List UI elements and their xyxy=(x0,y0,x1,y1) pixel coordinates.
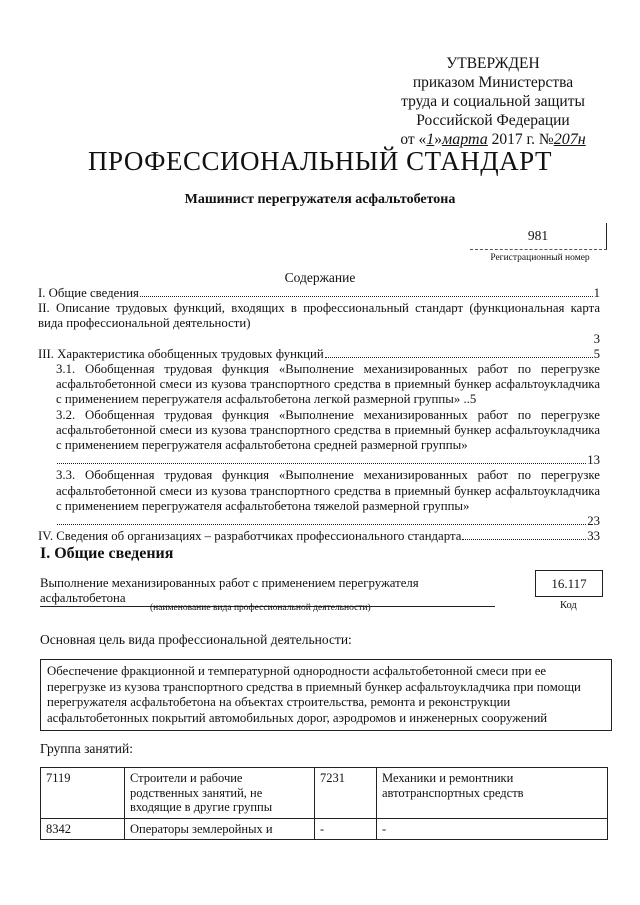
group-name: Строители и рабочие родственных занятий, не входящие в другие группы xyxy=(125,768,315,819)
section-heading: I. Общие сведения xyxy=(40,545,174,562)
group-label: Группа занятий: xyxy=(40,741,133,756)
activity-name: Выполнение механизированных работ с применением перегружателя асфальтобетона xyxy=(40,576,495,607)
approval-line-4: Российской Федерации xyxy=(416,112,570,129)
toc-item-text: I. Общие сведения xyxy=(38,286,139,300)
table-row xyxy=(41,818,608,840)
date-month: марта xyxy=(442,131,488,148)
toc-item-text: 3.1. Обобщенная трудовая функция «Выполнение механизированных работ по перегрузке асфальтобетонной смеси из кузова транспортного средства в приемный бункер асфальтоукладчика с применением перегружателя асфальтобетона легкой размерной группы» xyxy=(56,362,600,407)
toc-item-page: 3 xyxy=(593,331,600,346)
group-code: 8342 xyxy=(41,818,125,840)
activity-code: 16.117 xyxy=(535,570,603,597)
toc-item[interactable] xyxy=(56,408,600,469)
approval-line-1: УТВЕРЖДЕН xyxy=(446,55,540,72)
date-day: 1 xyxy=(426,131,435,148)
registration-number-label: Регистрационный номер xyxy=(490,253,590,263)
toc-item-text: 3.2. Обобщенная трудовая функция «Выполнение механизированных работ по перегрузке асфальтобетонной смеси из кузова транспортного средства в приемный бункер асфальтоукладчика с применением перегружателя асфальтобетона средней размерной группы» xyxy=(56,407,600,453)
date-prefix: от « xyxy=(400,131,427,148)
code-caption: Код xyxy=(560,600,577,611)
approval-line-2: приказом Министерства xyxy=(412,74,574,91)
toc-item-page: 5 xyxy=(593,346,600,361)
group-code: - xyxy=(315,818,377,840)
group-code: 7231 xyxy=(315,768,377,819)
toc-item[interactable] xyxy=(38,529,600,544)
group-name: Операторы землеройных и xyxy=(125,818,315,840)
occupation-groups-table xyxy=(40,767,608,840)
approval-line-3: труда и социальной защиты xyxy=(401,93,585,110)
toc-item-page: 33 xyxy=(587,529,600,544)
group-name: Механики и ремонтники автотранспортных средств xyxy=(377,768,608,819)
approval-block xyxy=(378,54,608,149)
toc-item-page: 23 xyxy=(587,514,600,529)
registration-number-box: 981 xyxy=(470,223,607,250)
toc-item-page: 5 xyxy=(469,392,477,407)
goal-text: Обеспечение фракционной и температурной однородности асфальтобетонной смеси при ее перегрузке из кузова транспортного средства в приемный бункер асфальтоукладчика при помощи перегружателя асфальтобетона на объектах строительства, ремонта и реконструкции асфальтобетонных покрытий автомобильных дорог, аэродромов и инженерных сооружений xyxy=(40,659,612,731)
toc-item-text: 3.3. Обобщенная трудовая функция «Выполнение механизированных работ по перегрузке асфальтобетонной смеси из кузова транспортного средства в приемный бункер асфальтоукладчика с применением перегружателя асфальтобетона тяжелой размерной группы» xyxy=(56,468,600,513)
toc-item-text: II. Описание трудовых функций, входящих в профессиональный стандарт (функциональная карта вида профессиональной деятельности) xyxy=(38,301,600,331)
toc-item[interactable] xyxy=(56,468,600,529)
date-year: 2017 г. № xyxy=(491,131,554,148)
toc-heading: Содержание xyxy=(284,270,356,285)
group-code: 7119 xyxy=(41,768,125,819)
document-title: ПРОФЕССИОНАЛЬНЫЙ СТАНДАРТ xyxy=(87,146,553,176)
order-number: 207н xyxy=(553,131,586,148)
table-row xyxy=(41,768,608,819)
group-name: - xyxy=(377,818,608,840)
goal-label: Основная цель вида профессиональной деятельности: xyxy=(40,632,352,647)
toc-item-text: III. Характеристика обобщенных трудовых функций xyxy=(38,346,324,361)
toc-item[interactable]: 3.1. Обобщенная трудовая функция «Выполнение механизированных работ по перегрузке асфальтобетонной смеси из кузова транспортного средства в приемный бункер асфальтоукладчика с применением перегружателя асфальтобетона легкой размерной группы» ..5 xyxy=(56,362,600,407)
toc-item-text: IV. Сведения об организациях – разработчиках профессионального стандарта xyxy=(38,529,462,544)
table-of-contents xyxy=(38,286,600,544)
toc-item-page: 13 xyxy=(587,453,600,468)
toc-item[interactable] xyxy=(38,301,600,347)
activity-caption: (наименование вида профессиональной деятельности) xyxy=(150,603,371,613)
document-subtitle: Машинист перегружателя асфальтобетона xyxy=(184,192,456,207)
toc-item[interactable] xyxy=(38,286,600,301)
toc-item[interactable] xyxy=(38,347,600,362)
toc-item-page: 1 xyxy=(593,286,600,300)
date-mid: » xyxy=(434,131,443,148)
